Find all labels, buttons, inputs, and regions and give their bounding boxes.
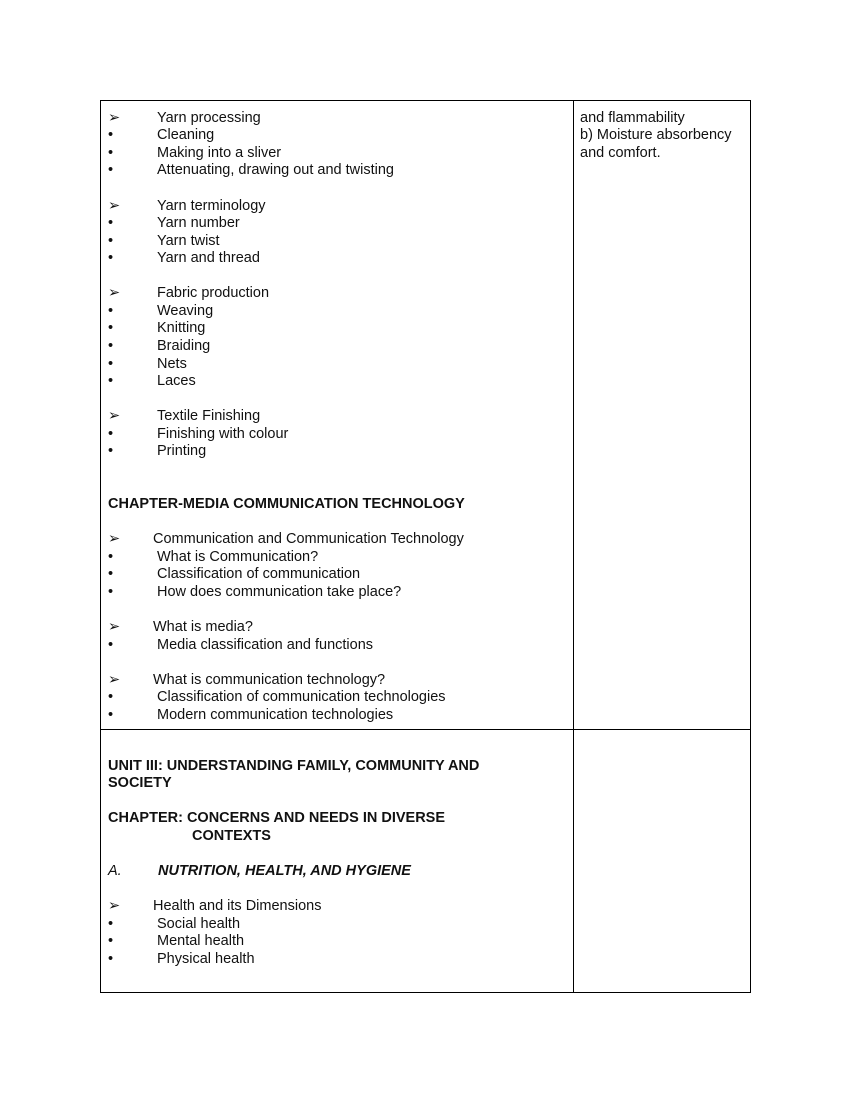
bullet-icon: • — [108, 233, 114, 249]
syllabus-table: ➢ Yarn processing • Cleaning • Making into a sliver • Attenuating, drawing out and twisting ➢ Yarn terminology • Yarn number • Yarn twist • Yarn and thread ➢ Fabric production • Weaving • Knitting • Braiding • Nets • Laces ➢ Textile Finishing • Finishing with colour • Printing CHAPTER-MEDIA COMMUNICATION TECHNOLOGY ➢ Communication and Communication Technology • What is Communication? • Classification of communication • How does communication take place? ➢ What is media? • Media classification and functions ➢ What is communication technology? • Classification of communication technologies • Modern communication technologies and flammability b) Moisture absorbency and comfort. UNIT III: UNDERSTANDING FAMILY, COMMUNITY AND SOCIETY CHAPTER: CONCERNS AND NEEDS IN DIVERSE CONTEXTS A. NUTRITION, HEALTH, AND HYGIENE ➢ Health and its Dimensions • Social health • Mental health • Physical health — [100, 100, 751, 993]
bullet-icon: • — [108, 933, 114, 949]
bullet-icon: • — [108, 951, 114, 967]
heading-text: What is communication technology? — [153, 672, 386, 688]
bullet-icon: • — [108, 145, 114, 161]
arrow-icon: ➢ — [108, 619, 121, 635]
bullet-icon: • — [108, 250, 114, 266]
bullet-icon: • — [108, 162, 114, 178]
heading-text: Communication and Communication Technology — [153, 531, 464, 547]
arrow-icon: ➢ — [108, 110, 121, 126]
arrow-icon: ➢ — [108, 198, 121, 214]
bullet-icon: • — [108, 443, 114, 459]
arrow-icon: ➢ — [108, 408, 121, 424]
arrow-icon: ➢ — [108, 531, 121, 547]
heading-text: Health and its Dimensions — [153, 898, 322, 914]
chapter-title: CHAPTER: CONCERNS AND NEEDS IN DIVERSE — [108, 810, 446, 826]
arrow-icon: ➢ — [108, 898, 121, 914]
heading-text: Yarn terminology — [157, 198, 266, 214]
bullet-icon: • — [108, 637, 114, 653]
bullet-icon: • — [108, 689, 114, 705]
bullet-icon: • — [108, 320, 114, 336]
chapter-title: CHAPTER-MEDIA COMMUNICATION TECHNOLOGY — [108, 496, 465, 512]
bullet-icon: • — [108, 215, 114, 231]
heading-text: Yarn processing — [157, 110, 261, 126]
subsection-marker: A. — [108, 863, 122, 879]
unit-title-continued: SOCIETY — [108, 775, 172, 791]
bullet-icon: • — [108, 426, 114, 442]
bullet-icon: • — [108, 566, 114, 582]
row-divider — [101, 729, 750, 730]
property-text: b) Moisture absorbency — [580, 127, 732, 143]
bullet-icon: • — [108, 584, 114, 600]
bullet-icon: • — [108, 549, 114, 565]
heading-text: Fabric production — [157, 285, 270, 301]
bullet-icon: • — [108, 303, 114, 319]
bullet-icon: • — [108, 707, 114, 723]
bullet-icon: • — [108, 373, 114, 389]
bullet-icon: • — [108, 127, 114, 143]
property-text: and flammability — [580, 110, 685, 126]
heading-text: Textile Finishing — [157, 408, 261, 424]
arrow-icon: ➢ — [108, 672, 121, 688]
column-divider — [573, 101, 574, 992]
chapter-title-continued: CONTEXTS — [192, 828, 271, 844]
arrow-icon: ➢ — [108, 285, 121, 301]
property-text: and comfort. — [580, 145, 661, 161]
subsection-title: NUTRITION, HEALTH, AND HYGIENE — [158, 863, 411, 879]
bullet-icon: • — [108, 356, 114, 372]
heading-text: What is media? — [153, 619, 253, 635]
unit-title: UNIT III: UNDERSTANDING FAMILY, COMMUNITY AND — [108, 758, 480, 774]
bullet-icon: • — [108, 338, 114, 354]
bullet-icon: • — [108, 916, 114, 932]
